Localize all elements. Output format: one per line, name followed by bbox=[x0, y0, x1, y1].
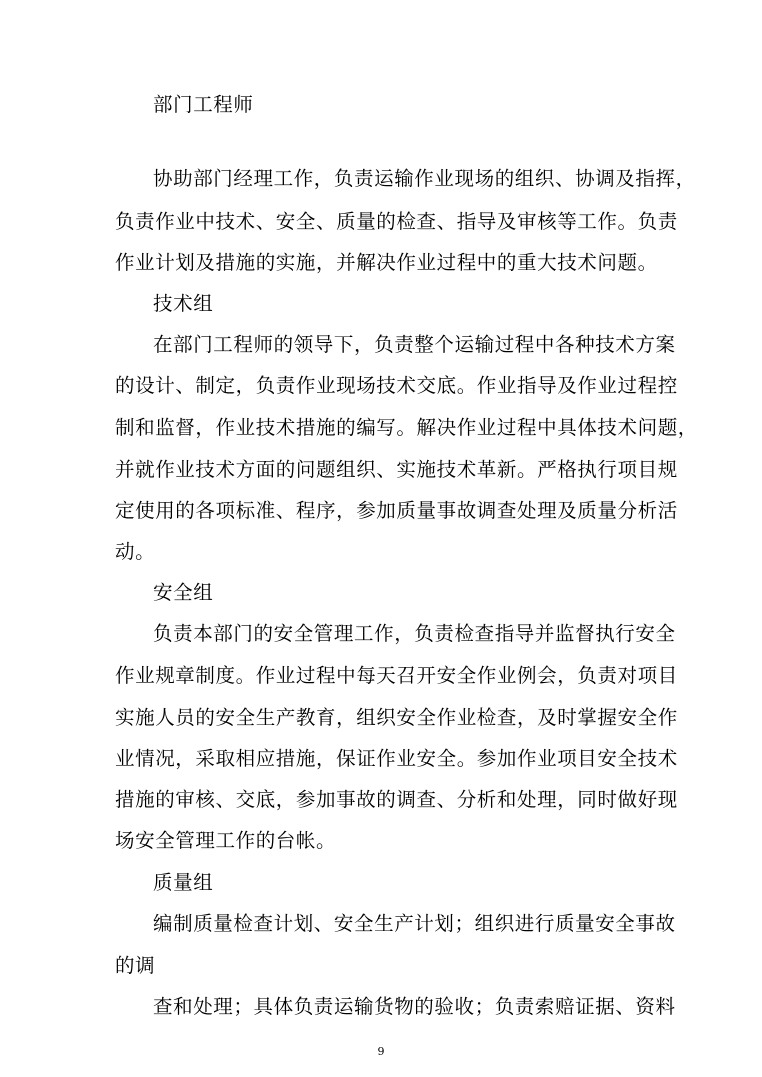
paragraph-line: 定使用的各项标准、程序，参加质量事故调查处理及质量分析活 bbox=[115, 499, 678, 522]
paragraph-line: 的调 bbox=[115, 954, 156, 977]
paragraph-line: 制和监督，作业技术措施的编写。解决作业过程中具体技术问题， bbox=[115, 416, 698, 439]
paragraph-line: 场安全管理工作的台帐。 bbox=[115, 829, 337, 852]
paragraph-line: 作业规章制度。作业过程中每天召开安全作业例会，负责对项目 bbox=[115, 664, 678, 687]
paragraph-line: 措施的审核、交底，参加事故的调查、分析和处理，同时做好现 bbox=[115, 788, 678, 811]
page-number: 9 bbox=[377, 1045, 385, 1058]
paragraph-line: 负责作业中技术、安全、质量的检查、指导及审核等工作。负责 bbox=[115, 210, 678, 233]
paragraph-line: 查和处理；具体负责运输货物的验收；负责索赔证据、资料 bbox=[153, 995, 676, 1018]
paragraph-line: 业情况，采取相应措施，保证作业安全。参加作业项目安全技术 bbox=[115, 747, 678, 770]
section-heading-quality: 质量组 bbox=[153, 871, 214, 894]
paragraph-line: 的设计、制定，负责作业现场技术交底。作业指导及作业过程控 bbox=[115, 374, 678, 397]
paragraph-line: 实施人员的安全生产教育，组织安全作业检查，及时掌握安全作 bbox=[115, 706, 678, 729]
section-heading-safety: 安全组 bbox=[153, 581, 214, 604]
paragraph-line: 负责本部门的安全管理工作，负责检查指导并监督执行安全 bbox=[153, 622, 676, 645]
paragraph-line: 协助部门经理工作，负责运输作业现场的组织、协调及指挥， bbox=[153, 167, 696, 190]
paragraph-line: 并就作业技术方面的问题组织、实施技术革新。严格执行项目规 bbox=[115, 458, 678, 481]
paragraph-line: 编制质量检查计划、安全生产计划；组织进行质量安全事故 bbox=[153, 912, 676, 935]
paragraph-line: 在部门工程师的领导下，负责整个运输过程中各种技术方案 bbox=[153, 333, 676, 356]
paragraph-line: 作业计划及措施的实施，并解决作业过程中的重大技术问题。 bbox=[115, 251, 658, 274]
section-heading-engineer: 部门工程师 bbox=[153, 93, 254, 116]
section-heading-tech: 技术组 bbox=[153, 292, 214, 315]
paragraph-line: 动。 bbox=[115, 540, 156, 563]
